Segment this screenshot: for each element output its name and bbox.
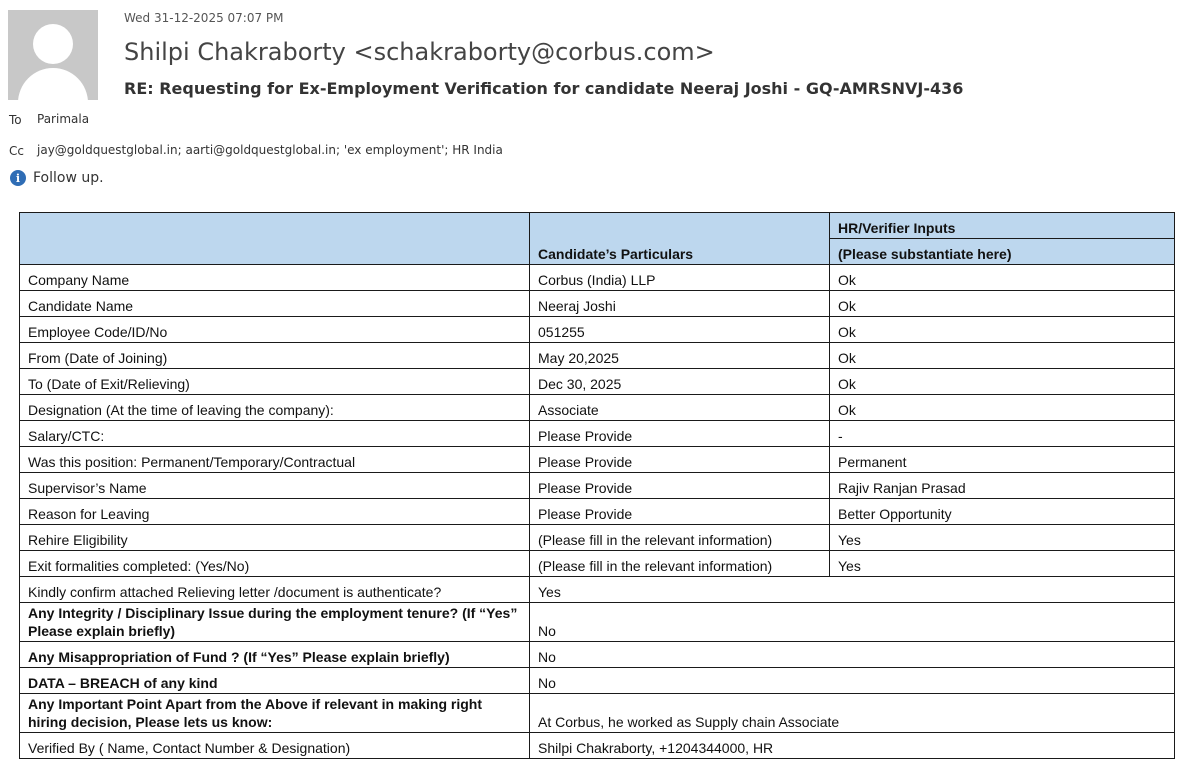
cell-value: No [530, 603, 1175, 642]
table-row [20, 421, 1175, 447]
table-row [20, 317, 1175, 343]
header-hr-sub: (Please substantiate here) [830, 239, 1175, 265]
cell-label: Any Misappropriation of Fund ? (If “Yes” Please explain briefly) [20, 642, 530, 668]
cell-value: No [530, 668, 1175, 694]
cell-label: Verified By ( Name, Contact Number & Designation) [20, 733, 530, 759]
cell-hr: Yes [830, 525, 1175, 551]
table-row [20, 291, 1175, 317]
table-row [20, 395, 1175, 421]
cell-hr: Yes [830, 551, 1175, 577]
header-hr: HR/Verifier Inputs [830, 213, 1175, 239]
table-row [20, 603, 1175, 642]
info-icon: i [10, 170, 26, 186]
table-row [20, 733, 1175, 759]
cell-candidate: May 20,2025 [530, 343, 830, 369]
follow-up-text: Follow up. [33, 170, 104, 186]
table-row [20, 473, 1175, 499]
cell-label: Was this position: Permanent/Temporary/Contractual [20, 447, 530, 473]
cell-value: Shilpi Chakraborty, +1204344000, HR [530, 733, 1175, 759]
cell-label: Supervisor’s Name [20, 473, 530, 499]
cell-candidate: Dec 30, 2025 [530, 369, 830, 395]
cell-candidate: Please Provide [530, 473, 830, 499]
cell-label: Any Integrity / Disciplinary Issue during the employment tenure? (If “Yes” Please explain briefly) [20, 603, 530, 642]
table-row [20, 551, 1175, 577]
table-row [20, 694, 1175, 733]
cell-candidate: 051255 [530, 317, 830, 343]
to-recipients[interactable]: Parimala [37, 112, 90, 126]
cell-label: DATA – BREACH of any kind [20, 668, 530, 694]
cell-label: Employee Code/ID/No [20, 317, 530, 343]
header-candidate: Candidate’s Particulars [530, 213, 830, 265]
cell-label: Company Name [20, 265, 530, 291]
email-subject: RE: Requesting for Ex-Employment Verification for candidate Neeraj Joshi - GQ-AMRSNVJ-436 [124, 79, 964, 98]
cell-label: Kindly confirm attached Relieving letter /document is authenticate? [20, 577, 530, 603]
header-blank-cell [20, 213, 530, 265]
cc-label: Cc [9, 144, 24, 158]
to-label: To [9, 113, 22, 127]
cell-candidate: Corbus (India) LLP [530, 265, 830, 291]
cell-hr: Ok [830, 369, 1175, 395]
cell-label: Reason for Leaving [20, 499, 530, 525]
cell-hr: Ok [830, 395, 1175, 421]
table-row [20, 447, 1175, 473]
sender-avatar [8, 10, 98, 100]
cell-hr: - [830, 421, 1175, 447]
cell-label: Exit formalities completed: (Yes/No) [20, 551, 530, 577]
follow-up-flag [10, 170, 104, 186]
table-row [20, 668, 1175, 694]
table-row [20, 577, 1175, 603]
email-sender[interactable]: Shilpi Chakraborty <schakraborty@corbus.com> [124, 38, 715, 66]
cell-value: At Corbus, he worked as Supply chain Associate [530, 694, 1175, 733]
table-row [20, 525, 1175, 551]
cell-label: From (Date of Joining) [20, 343, 530, 369]
cell-hr: Ok [830, 265, 1175, 291]
cell-candidate: Neeraj Joshi [530, 291, 830, 317]
table-row [20, 369, 1175, 395]
table-row [20, 642, 1175, 668]
avatar-head-shape [33, 24, 73, 64]
table-row [20, 265, 1175, 291]
table-row [20, 343, 1175, 369]
cell-label: To (Date of Exit/Relieving) [20, 369, 530, 395]
avatar-body-shape [18, 68, 88, 100]
cell-label: Designation (At the time of leaving the company): [20, 395, 530, 421]
cell-label: Candidate Name [20, 291, 530, 317]
cell-hr: Ok [830, 317, 1175, 343]
cell-hr: Ok [830, 291, 1175, 317]
table-row [20, 499, 1175, 525]
cell-hr: Permanent [830, 447, 1175, 473]
cell-candidate: Associate [530, 395, 830, 421]
cc-recipients[interactable]: jay@goldquestglobal.in; aarti@goldquestglobal.in; 'ex employment'; HR India [37, 143, 503, 157]
email-date: Wed 31-12-2025 07:07 PM [124, 11, 284, 25]
cell-hr: Better Opportunity [830, 499, 1175, 525]
table-header-row-1 [20, 213, 1175, 239]
cell-label: Salary/CTC: [20, 421, 530, 447]
cell-value: No [530, 642, 1175, 668]
verification-table [19, 212, 1175, 759]
cell-candidate: Please Provide [530, 447, 830, 473]
cell-hr: Ok [830, 343, 1175, 369]
cell-label: Any Important Point Apart from the Above if relevant in making right hiring decision, Please lets us know: [20, 694, 530, 733]
cell-hr: Rajiv Ranjan Prasad [830, 473, 1175, 499]
cell-candidate: (Please fill in the relevant information) [530, 525, 830, 551]
cell-value: Yes [530, 577, 1175, 603]
cell-candidate: Please Provide [530, 421, 830, 447]
cell-candidate: Please Provide [530, 499, 830, 525]
cell-label: Rehire Eligibility [20, 525, 530, 551]
cell-candidate: (Please fill in the relevant information) [530, 551, 830, 577]
